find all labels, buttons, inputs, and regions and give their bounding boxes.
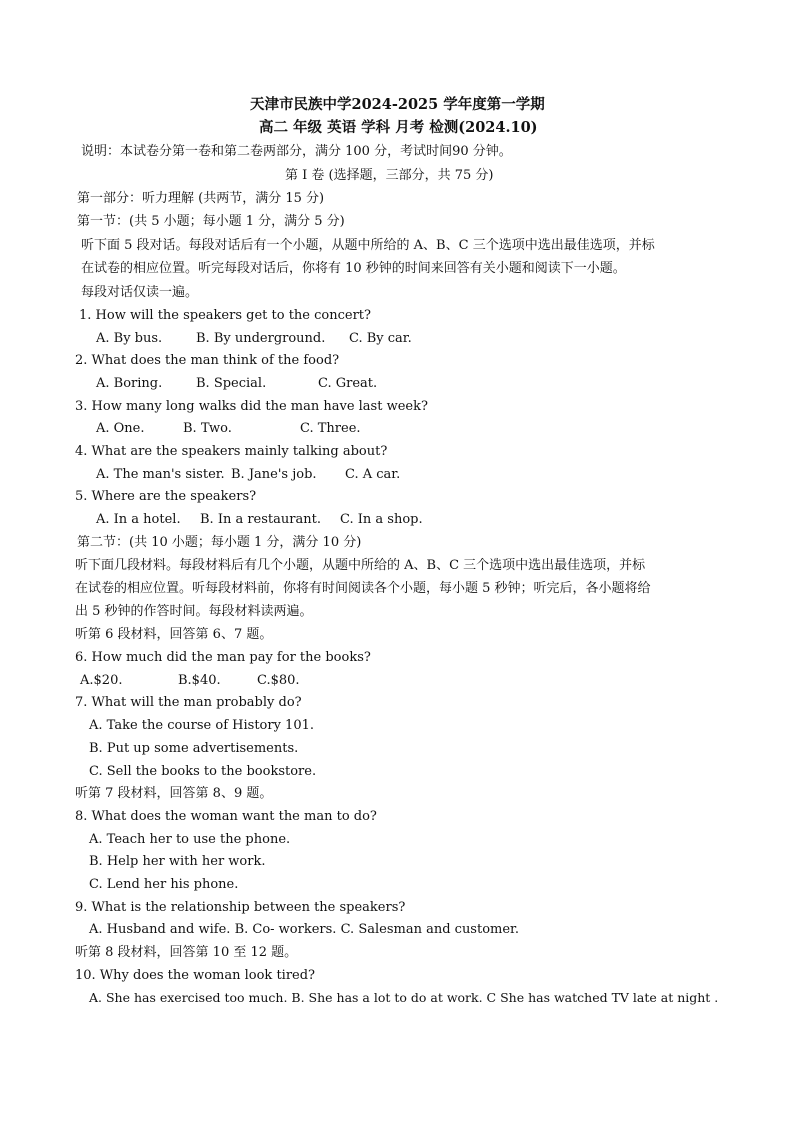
- option-c: C. In a shop.: [340, 512, 423, 527]
- option-a: A. In a hotel.: [96, 512, 181, 527]
- option-a: A. One.: [96, 421, 145, 436]
- question-5: 5. Where are the speakers?: [75, 489, 257, 504]
- option-c: C.$80.: [257, 673, 300, 688]
- part1-heading: 第一部分：听力理解 (共两节，满分 15 分): [77, 191, 325, 206]
- section1-instructions: 听下面 5 段对话。每段对话后有一个小题，从题中所给的 A、B、C 三个选项中选出最佳选项，并标: [81, 238, 655, 253]
- question-3: 3. How many long walks did the man have last week?: [75, 399, 428, 414]
- section2-instructions: 出 5 秒钟的作答时间。每段材料读两遍。: [75, 604, 313, 619]
- material-6-heading: 听第 6 段材料，回答第 6、7 题。: [75, 627, 273, 642]
- question-2: 2. What does the man think of the food?: [75, 353, 340, 368]
- section2-instructions: 听下面几段材料。每段材料后有几个小题，从题中所给的 A、B、C 三个选项中选出最佳选项，并标: [75, 558, 646, 573]
- question-7-option-b: B. Put up some advertisements.: [89, 741, 299, 756]
- option-c: C. By car.: [349, 331, 412, 346]
- option-b: B. Two.: [183, 421, 232, 436]
- option-a: A. The man's sister.: [96, 467, 225, 482]
- option-b: B. Jane's job.: [231, 467, 317, 482]
- question-9: 9. What is the relationship between the speakers?: [75, 900, 406, 915]
- option-b: B. By underground.: [196, 331, 326, 346]
- question-7-option-c: C. Sell the books to the bookstore.: [89, 764, 317, 779]
- exam-title-subject: 高二 年级 英语 学科 月考 检测(2024.10): [259, 119, 538, 136]
- question-8: 8. What does the woman want the man to do?: [75, 809, 377, 824]
- question-7: 7. What will the man probably do?: [75, 695, 302, 710]
- section1-heading: 第一节：(共 5 小题；每小题 1 分，满分 5 分): [77, 214, 345, 229]
- section2-heading: 第二节：(共 10 小题；每小题 1 分，满分 10 分): [77, 535, 362, 550]
- exam-note: 说明：本试卷分第一卷和第二卷两部分，满分 100 分，考试时间90 分钟。: [81, 144, 512, 159]
- material-8-heading: 听第 8 段材料，回答第 10 至 12 题。: [75, 945, 298, 960]
- option-a: A. By bus.: [96, 331, 163, 346]
- exam-title-school: 天津市民族中学2024-2025 学年度第一学期: [250, 96, 545, 113]
- section1-instructions: 每段对话仅读一遍。: [81, 285, 199, 300]
- section1-instructions: 在试卷的相应位置。听完每段对话后，你将有 10 秒钟的时间来回答有关小题和阅读下一小题。: [81, 261, 626, 276]
- option-b: B.$40.: [178, 673, 221, 688]
- question-9-options: A. Husband and wife. B. Co- workers. C. Salesman and customer.: [89, 922, 519, 937]
- option-b: B. In a restaurant.: [200, 512, 321, 527]
- option-a: A.$20.: [80, 673, 123, 688]
- question-6: 6. How much did the man pay for the books?: [75, 650, 371, 665]
- question-8-option-a: A. Teach her to use the phone.: [89, 832, 291, 847]
- question-7-option-a: A. Take the course of History 101.: [89, 718, 315, 733]
- option-b: B. Special.: [196, 376, 267, 391]
- option-c: C. A car.: [345, 467, 401, 482]
- section2-instructions: 在试卷的相应位置。听每段材料前，你将有时间阅读各个小题，每小题 5 秒钟；听完后，各小题将给: [75, 581, 651, 596]
- question-8-option-c: C. Lend her his phone.: [89, 877, 239, 892]
- question-10-options: A. She has exercised too much. B. She has a lot to do at work. C She has watched TV late at night .: [89, 990, 719, 1005]
- question-1: 1. How will the speakers get to the concert?: [79, 308, 371, 323]
- question-4: 4. What are the speakers mainly talking about?: [75, 444, 388, 459]
- question-10: 10. Why does the woman look tired?: [75, 968, 316, 983]
- option-c: C. Great.: [318, 376, 378, 391]
- question-8-option-b: B. Help her with her work.: [89, 854, 266, 869]
- option-a: A. Boring.: [96, 376, 163, 391]
- volume-heading: 第 I 卷 (选择题，三部分，共 75 分): [285, 168, 494, 183]
- option-c: C. Three.: [300, 421, 361, 436]
- material-7-heading: 听第 7 段材料，回答第 8、9 题。: [75, 786, 273, 801]
